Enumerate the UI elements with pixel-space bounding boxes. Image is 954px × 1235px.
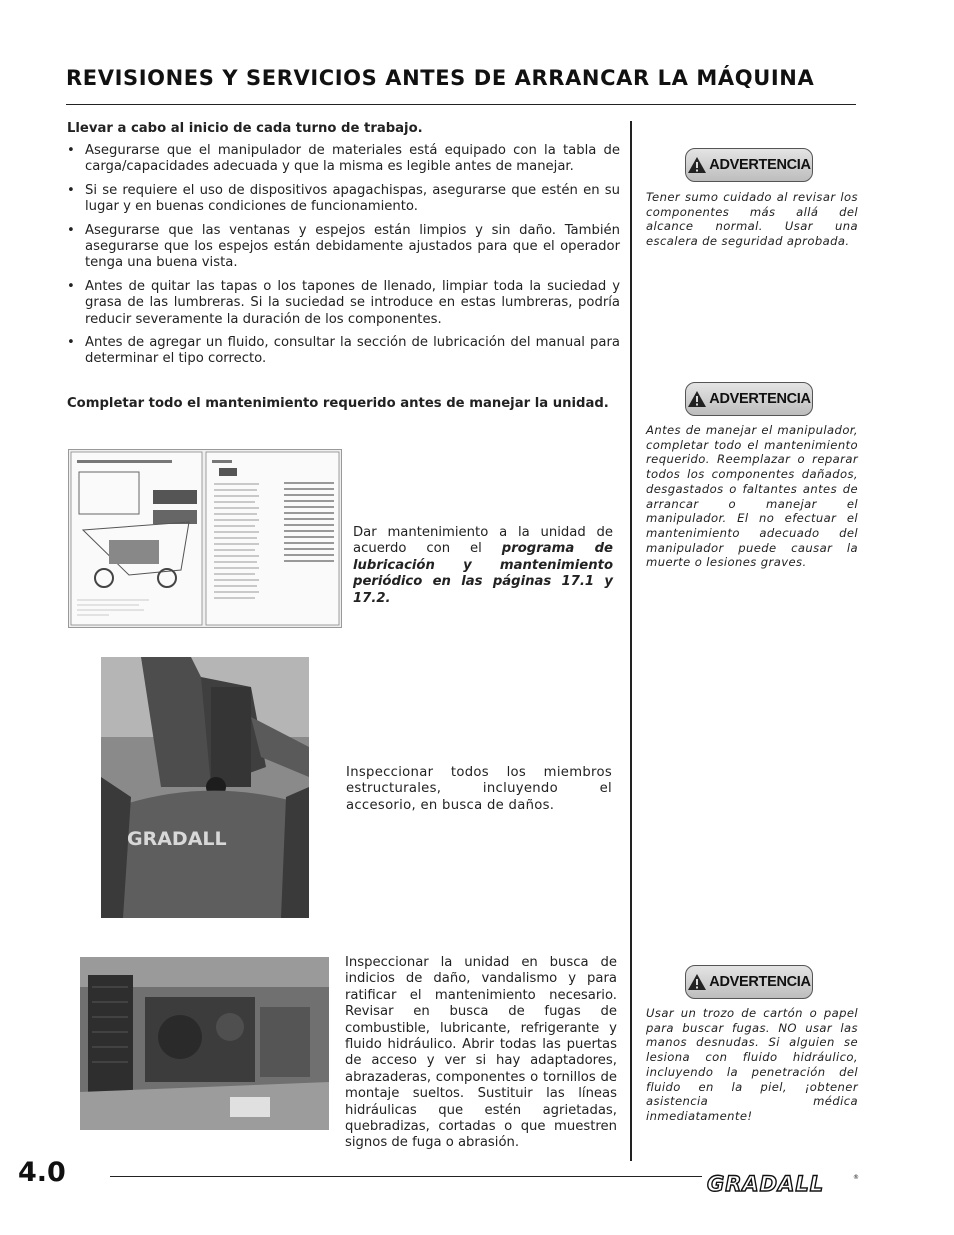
- schedule-reference: programa de lubricación y mantenimiento periódico en las páginas 17.1 y 17.2.: [353, 541, 613, 606]
- warning-triangle-icon: [687, 156, 707, 174]
- warning-triangle-icon: [687, 390, 707, 408]
- lubrication-instruction: [353, 525, 613, 607]
- checklist-item: • Antes de agregar un fluido, consultar la sección de lubricación del manual para determinar el tipo correcto.: [67, 335, 620, 368]
- warning-badge: [685, 148, 813, 182]
- intro-text: Llevar a cabo al inicio de cada turno de trabajo.: [67, 121, 423, 136]
- column-divider: [630, 121, 632, 1161]
- closing-text: Completar todo el mantenimiento requerido antes de manejar la unidad.: [67, 396, 609, 411]
- warning-label: ADVERTENCIA: [709, 391, 811, 407]
- gradall-logo-decal: GRADALL: [127, 828, 227, 850]
- checklist-item: • Asegurarse que el manipulador de materiales está equipado con la tabla de carga/capacidades adecuada y que la misma es legible antes de manejar.: [67, 143, 620, 176]
- warning-text-maintenance: Antes de manejar el manipulador, completar todo el mantenimiento requerido. Reemplazar o reparar todos los componentes dañados, desgastados o faltantes antes de arrancar o manejar el manipulador. El no efectuar el mantenimiento adecuado del manipulador puede causar la muerte o lesiones graves.: [646, 423, 858, 570]
- warning-label: ADVERTENCIA: [709, 974, 811, 990]
- leak-inspection-text: Inspeccionar la unidad en busca de indicios de daño, vandalismo y para ratificar el mantenimiento necesario. Revisar en busca de fugas de combustible, lubricante, refrigerante y fluido hidráulico. Abrir todas las puertas de acceso y ver si hay adaptadores, abrazaderas, componentes o tornillos de montaje sueltos. Sustituir las líneas hidráulicas que estén agrietadas, quebradizas, cortadas o que muestren signos de fuga o abrasión.: [345, 955, 617, 1151]
- page-number: 4.0: [18, 1157, 66, 1188]
- warning-label: ADVERTENCIA: [709, 157, 811, 173]
- svg-text:®: ®: [853, 1174, 859, 1181]
- checklist-item: • Si se requiere el uso de dispositivos apagachispas, asegurarse que estén en su lugar y en buenas condiciones de funcionamiento.: [67, 183, 620, 216]
- warning-triangle-icon: [687, 973, 707, 991]
- manual-pages-figure: [68, 449, 342, 628]
- checklist: [67, 143, 620, 375]
- page-title: REVISIONES Y SERVICIOS ANTES DE ARRANCAR LA MÁQUINA: [66, 66, 815, 90]
- warning-text-leaks: Usar un trozo de cartón o papel para buscar fugas. NO usar las manos desnudas. Si alguien se lesiona con fluido hidráulico, incluyendo la penetración del fluido en la piel, ¡obtener asistencia médica inmediatamente!: [646, 1006, 858, 1123]
- warning-badge: [685, 382, 813, 416]
- structural-inspection-text: Inspeccionar todos los miembros estructurales, incluyendo el accesorio, en busca de daños.: [346, 765, 612, 813]
- instruction-text: Dar mantenimiento a la unidad de acuerdo con el: [353, 525, 613, 557]
- footer-rule: [110, 1176, 702, 1177]
- checklist-item: • Antes de quitar las tapas o los tapones de llenado, limpiar toda la suciedad y grasa de las lumbreras. Si la suciedad se introduce en estas lumbreras, podría reducir severamente la duración de los componentes.: [67, 279, 620, 328]
- engine-compartment-photo: [80, 957, 329, 1130]
- warning-text-ladder: Tener sumo cuidado al revisar los componentes más allá del alcance normal. Usar una escalera de seguridad aprobada.: [646, 190, 858, 249]
- footer-logo-text: GRADALL: [707, 1172, 825, 1196]
- warning-badge: [685, 965, 813, 999]
- checklist-item: • Asegurarse que las ventanas y espejos están limpios y sin daño. También asegurarse que los espejos están debidamente ajustados para que el operador tenga una buena vista.: [67, 223, 620, 272]
- title-rule: [66, 104, 856, 105]
- gradall-logo: [705, 1170, 860, 1196]
- boom-structure-photo: [101, 657, 309, 918]
